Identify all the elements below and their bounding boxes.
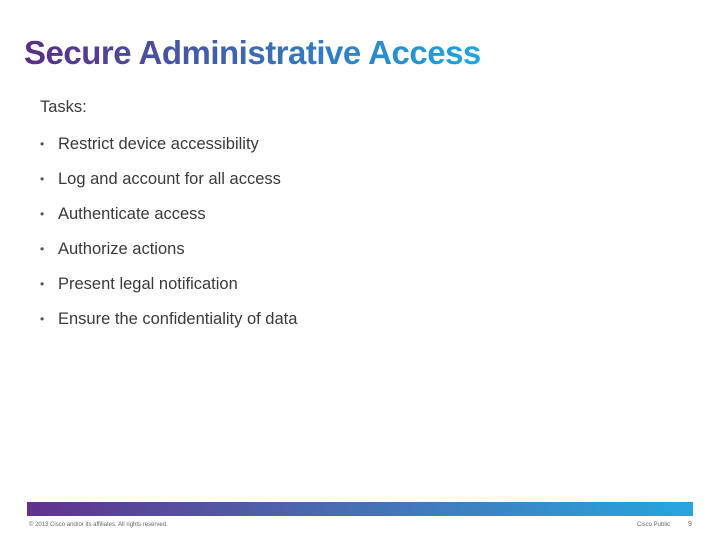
task-item <box>40 169 297 204</box>
task-item <box>40 239 297 274</box>
task-text: Present legal notification <box>58 275 238 293</box>
task-item <box>40 274 297 309</box>
task-text: Ensure the confidentiality of data <box>58 310 298 328</box>
task-text: Log and account for all access <box>58 170 281 188</box>
classification-label: Cisco Public <box>637 522 671 528</box>
bullet-icon: • <box>40 312 45 326</box>
task-text: Authenticate access <box>58 205 206 223</box>
task-text: Restrict device accessibility <box>58 135 259 153</box>
task-text: Authorize actions <box>58 240 185 258</box>
bullet-icon: • <box>40 172 45 186</box>
bullet-icon: • <box>40 207 45 221</box>
copyright-text: © 2013 Cisco and/or its affiliates. All rights reserved. <box>29 522 168 528</box>
bullet-icon: • <box>40 242 45 256</box>
task-item <box>40 309 297 344</box>
page-number: 9 <box>688 521 692 528</box>
task-item <box>40 204 297 239</box>
task-item <box>40 134 297 169</box>
footer-gradient-band <box>27 502 693 516</box>
tasks-label: Tasks: <box>40 98 87 116</box>
bullet-icon: • <box>40 277 45 291</box>
bullet-icon: • <box>40 137 45 151</box>
slide-title: Secure Administrative Access <box>24 34 481 71</box>
task-list <box>40 134 297 344</box>
